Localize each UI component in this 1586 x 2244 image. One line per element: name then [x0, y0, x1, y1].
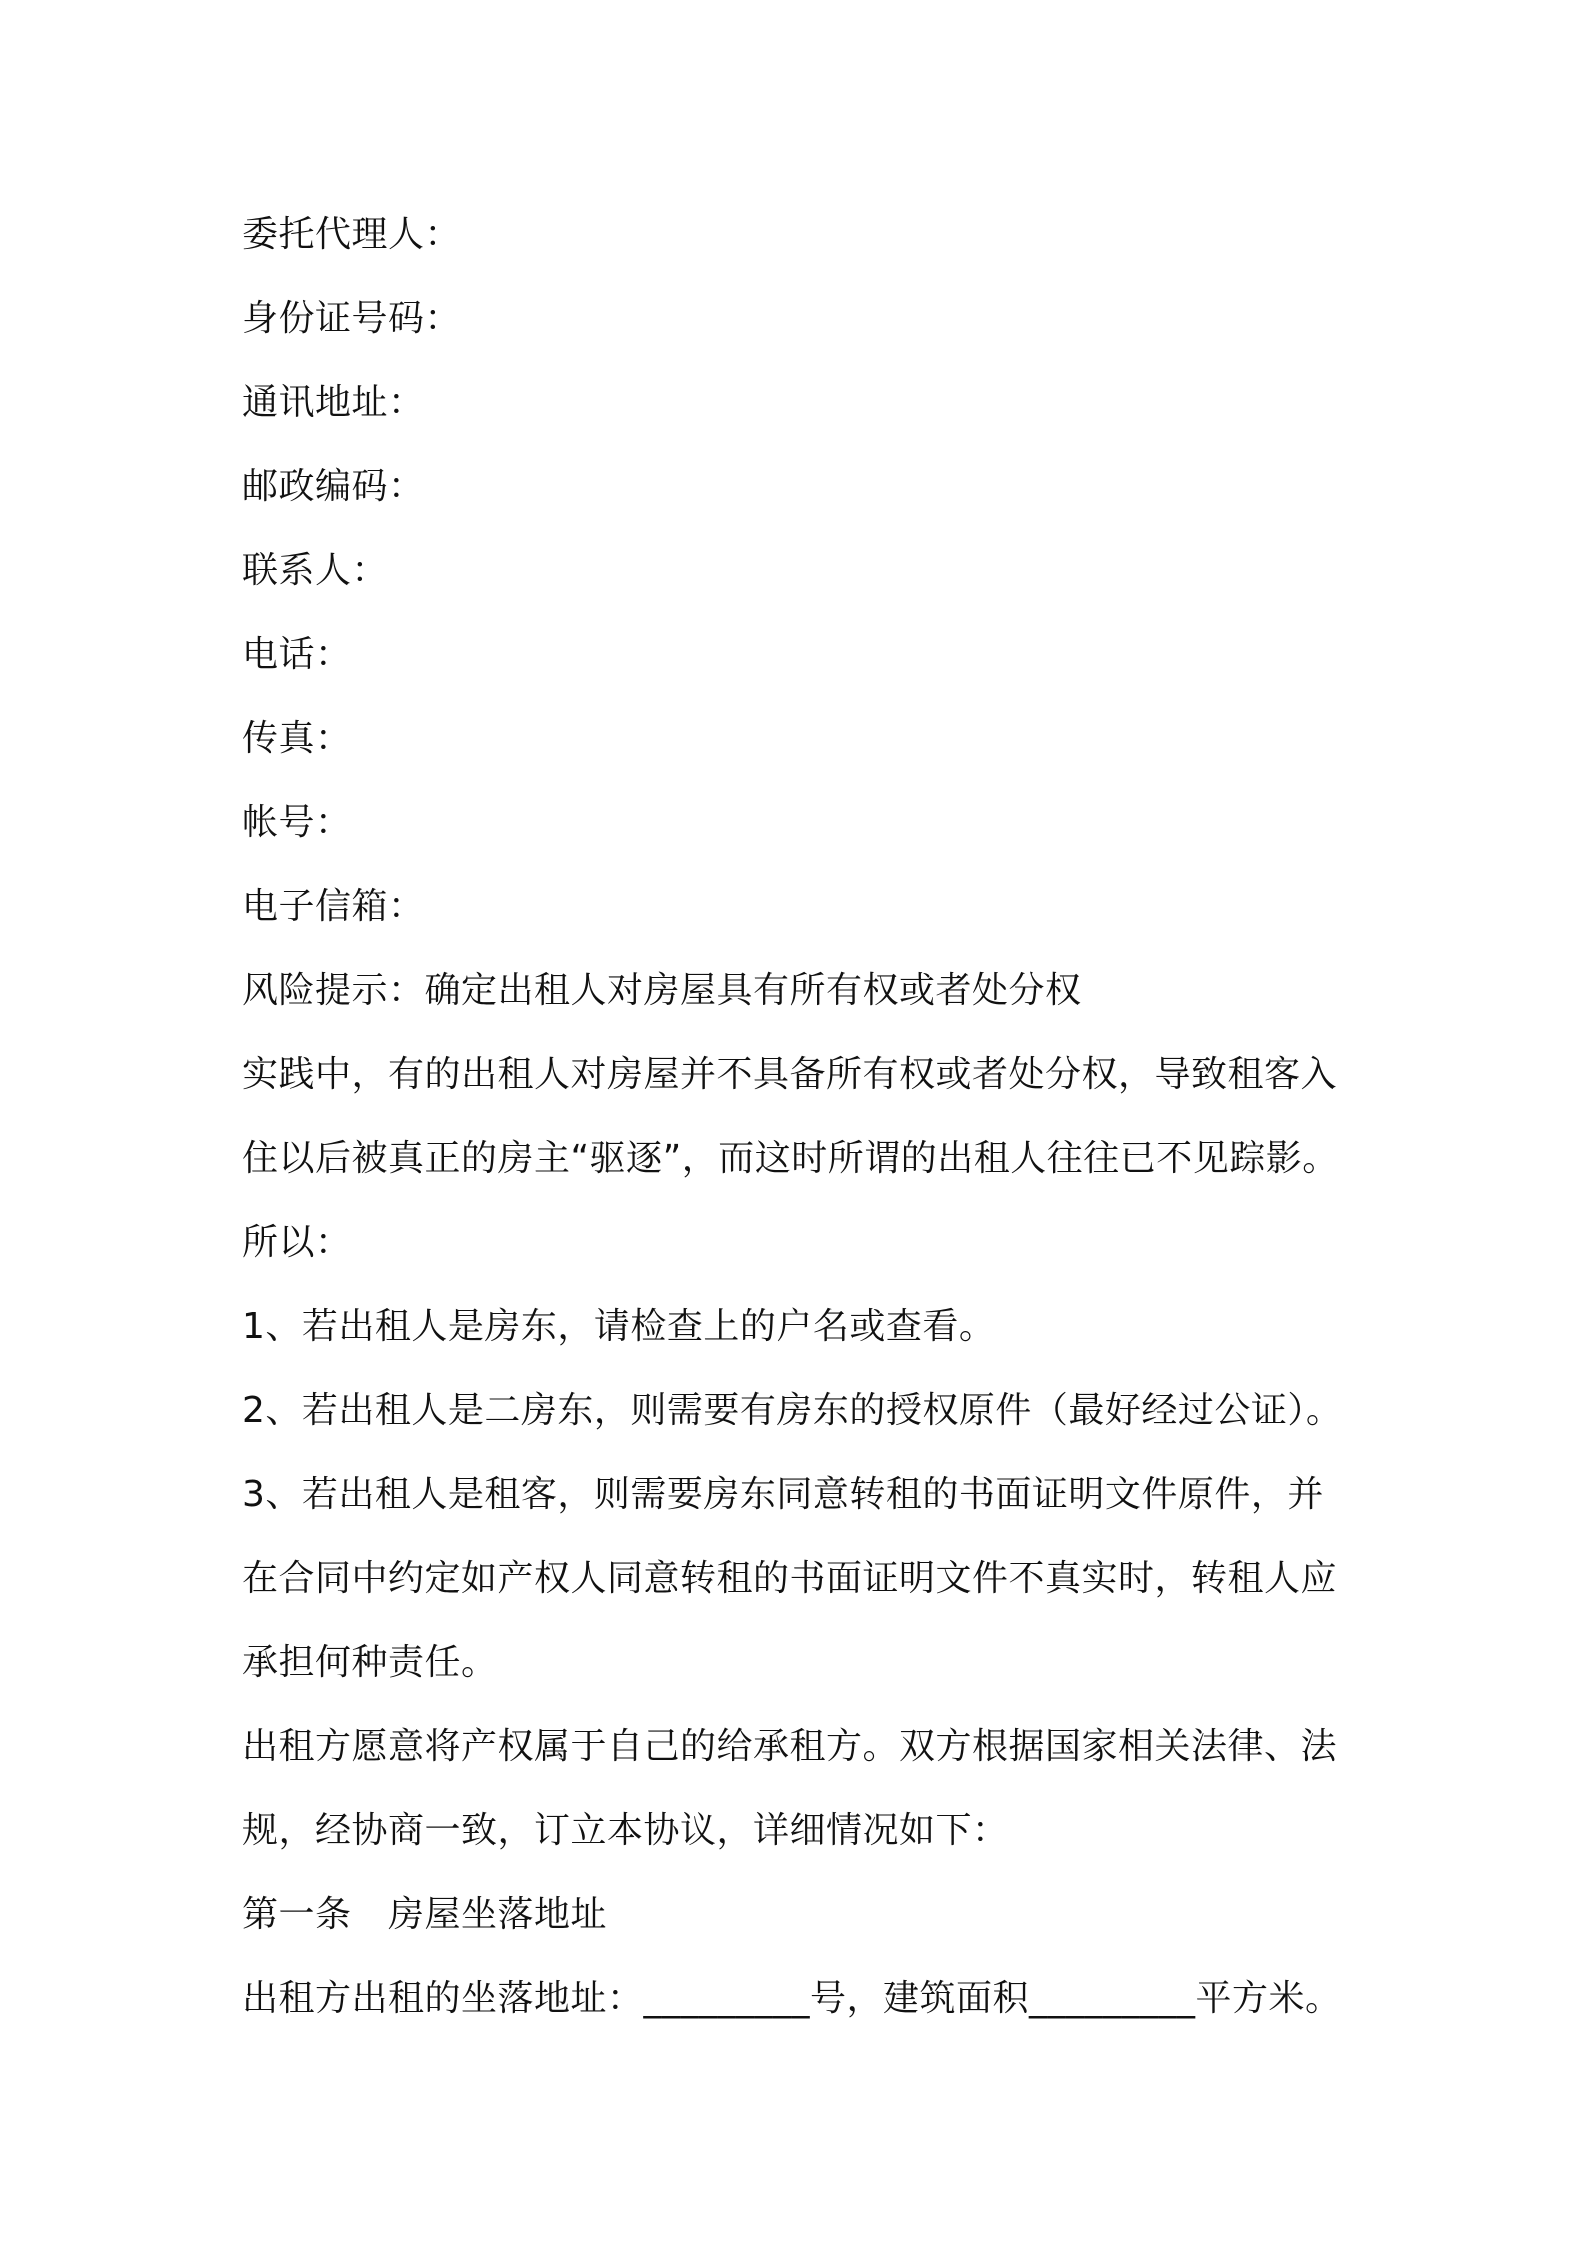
risk-title: 风险提示：确定出租人对房屋具有所有权或者处分权	[242, 970, 1082, 1011]
field-phone: 电话：	[242, 634, 352, 675]
risk-body-line: 所以：	[242, 1222, 352, 1263]
intro-paragraph-line: 规，经协商一致，订立本协议，详细情况如下：	[242, 1810, 1009, 1851]
risk-body-line: 实践中，有的出租人对房屋并不具备所有权或者处分权，导致租客入	[242, 1054, 1338, 1095]
field-contact: 联系人：	[242, 550, 389, 591]
field-account: 帐号：	[242, 802, 352, 843]
field-email: 电子信箱：	[242, 886, 425, 927]
field-address: 通讯地址：	[242, 382, 425, 423]
field-id-number: 身份证号码：	[242, 298, 462, 339]
field-postcode: 邮政编码：	[242, 466, 425, 507]
risk-item-3: 3、若出租人是租客，则需要房东同意转租的书面证明文件原件，并	[242, 1474, 1324, 1515]
risk-item-2: 2、若出租人是二房东，则需要有房东的授权原件（最好经过公证）。	[242, 1390, 1343, 1431]
article-1-body: 出租方出租的坐落地址：_________号，建筑面积_________平方米。	[242, 1978, 1342, 2019]
field-fax: 传真：	[242, 718, 352, 759]
article-1-heading: 第一条 房屋坐落地址	[242, 1894, 608, 1935]
risk-item-1: 1、若出租人是房东，请检查上的户名或查看。	[242, 1306, 996, 1347]
risk-item-3-cont: 承担何种责任。	[242, 1642, 498, 1683]
intro-paragraph-line: 出租方愿意将产权属于自己的给承租方。双方根据国家相关法律、法	[242, 1726, 1338, 1767]
risk-body-line: 住以后被真正的房主“驱逐”，而这时所谓的出租人往往已不见踪影。	[242, 1138, 1339, 1179]
risk-item-3-cont: 在合同中约定如产权人同意转租的书面证明文件不真实时，转租人应	[242, 1558, 1338, 1599]
field-agent: 委托代理人：	[242, 214, 462, 255]
